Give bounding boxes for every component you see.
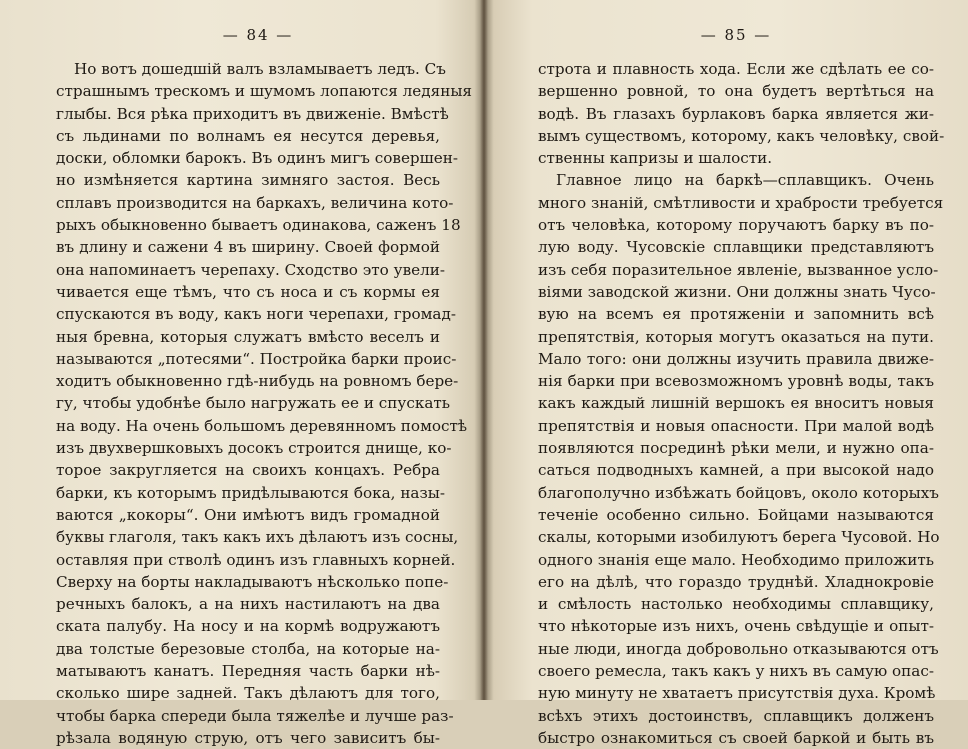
text-line: ныя бревна, которыя служатъ вмѣсто веселъ и [56, 327, 440, 346]
text-line: его на дѣлѣ, что гораздо труднѣй. Хладнокровіе [538, 572, 934, 591]
text-line: препятствія, которыя могутъ оказаться на пути. [538, 327, 934, 346]
text-line: спускаются въ воду, какъ ноги черепахи, громад- [56, 305, 456, 324]
text-line: быстро ознакомиться съ своей баркой и быть въ [538, 728, 934, 747]
text-line: что нѣкоторые изъ нихъ, очень свѣдущіе и опыт- [538, 617, 934, 636]
page-number-85: — 85 — [700, 26, 772, 44]
text-line: рѣзала водяную струю, отъ чего зависитъ бы- [56, 728, 440, 747]
text-line: гу, чтобы удобнѣе было нагружать ее и спускать [56, 394, 451, 413]
left-page-text [56, 58, 473, 749]
text-line: Главное лицо на баркѣ—сплавщикъ. Очень [556, 171, 934, 190]
text-line: благополучно избѣжать бойцовъ, около которыхъ [538, 483, 939, 502]
text-line: сколько шире задней. Такъ дѣлаютъ для того, [56, 684, 440, 703]
text-line: появляются посрединѣ рѣки мели, и нужно опа- [538, 439, 934, 458]
right-page [484, 0, 968, 747]
text-line: ную минуту не хватаетъ присутствія духа. Кромѣ [538, 684, 936, 703]
text-line: но измѣняется картина зимняго застоя. Весь [56, 171, 440, 190]
text-line: віями заводской жизни. Они должны знать Чусо- [538, 282, 936, 301]
text-line: барки, къ которымъ придѣлываются бока, назы- [56, 483, 445, 502]
text-line: изъ себя поразительное явленіе, вызванное усло- [538, 260, 939, 279]
text-line: называются „потесями“. Постройка барки проис- [56, 349, 457, 368]
text-line: чтобы барка спереди была тяжелѣе и лучше раз- [56, 706, 454, 725]
text-line: своего ремесла, такъ какъ у нихъ въ самую опас- [538, 662, 934, 681]
text-line: строта и плавность хода. Если же сдѣлать ее со- [538, 60, 934, 78]
text-line: речныхъ балокъ, а на нихъ настилаютъ на два [56, 595, 440, 614]
text-line: торое закругляется на своихъ концахъ. Ребра [56, 461, 440, 480]
text-line: доски, обломки барокъ. Въ одинъ мигъ совершен- [56, 149, 459, 168]
text-line: водѣ. Въ глазахъ бурлаковъ барка является жи- [538, 104, 934, 123]
text-line: ственны капризы и шалости. [538, 149, 773, 168]
text-line: ходитъ обыкновенно гдѣ-нибудь на ровномъ бере- [56, 372, 459, 391]
left-page [0, 0, 484, 747]
text-line: вершенно ровной, то она будетъ вертѣться на [538, 82, 934, 101]
text-line: саться подводныхъ камней, а при высокой надо [538, 461, 934, 480]
text-line: вую на всемъ ея протяженіи и запомнить всѣ [538, 305, 934, 324]
text-line: всѣхъ этихъ достоинствъ, сплавщикъ долженъ [538, 706, 934, 725]
text-line: оставляя при стволѣ одинъ изъ главныхъ корней. [56, 550, 456, 569]
text-line: изъ двухвершковыхъ досокъ строится днище, ко- [56, 439, 452, 458]
text-line: ската палубу. На носу и на кормѣ водружаютъ [56, 617, 440, 636]
text-line: въ длину и сажени 4 въ ширину. Своей формой [56, 238, 440, 257]
text-line: страшнымъ трескомъ и шумомъ лопаются ледяныя [56, 82, 473, 101]
text-line: буквы глаголя, такъ какъ ихъ дѣлаютъ изъ сосны, [56, 528, 459, 547]
text-line: на воду. На очень большомъ деревянномъ помостѣ [56, 416, 468, 435]
text-line: много знаній, смѣтливости и храбрости требуется [538, 193, 944, 212]
text-line: отъ человѣка, которому поручаютъ барку въ по- [538, 216, 934, 235]
text-line: ваются „кокоры“. Они имѣютъ видъ громадной [56, 505, 440, 524]
text-line: съ льдинами по волнамъ ея несутся деревья, [56, 126, 440, 145]
right-page-text [538, 58, 945, 749]
text-line: рыхъ обыкновенно бываетъ одинакова, саженъ 18 [56, 216, 461, 235]
text-line: Мало того: они должны изучить правила движе- [538, 349, 934, 368]
text-line: два толстые березовые столба, на которые на- [56, 639, 440, 658]
text-line: ные люди, иногда добровольно отказываются отъ [538, 639, 939, 658]
text-line: скалы, которыми изобилуютъ берега Чусовой. Но [538, 528, 940, 547]
text-line: лую воду. Чусовскіе сплавщики представляютъ [538, 238, 934, 257]
text-line: глыбы. Вся рѣка приходитъ въ движеніе. Вмѣстѣ [56, 104, 449, 123]
text-line: препятствія и новыя опасности. При малой водѣ [538, 416, 934, 435]
text-line: чивается еще тѣмъ, что съ носа и съ кормы ея [56, 282, 440, 301]
text-line: она напоминаетъ черепаху. Сходство это увели- [56, 260, 446, 279]
text-line: сплавъ производится на баркахъ, величина кото- [56, 193, 454, 212]
text-line: теченіе особенно сильно. Бойцами называются [538, 505, 934, 524]
text-line: матываютъ канатъ. Передняя часть барки нѣ- [56, 662, 440, 681]
text-line: и смѣлость настолько необходимы сплавщику, [538, 595, 934, 614]
text-line: Но вотъ дошедшій валъ взламываетъ ледъ. Съ [74, 60, 446, 78]
text-line: нія барки при всевозможномъ уровнѣ воды, такъ [538, 372, 934, 391]
text-line: вымъ существомъ, которому, какъ человѣку, свой- [538, 126, 945, 145]
text-line: Сверху на борты накладываютъ нѣсколько попе- [56, 572, 449, 591]
text-line: одного знанія еще мало. Необходимо приложить [538, 550, 934, 569]
text-line: какъ каждый лишній вершокъ ея вноситъ новыя [538, 394, 934, 413]
page-number-84: — 84 — [222, 26, 294, 44]
